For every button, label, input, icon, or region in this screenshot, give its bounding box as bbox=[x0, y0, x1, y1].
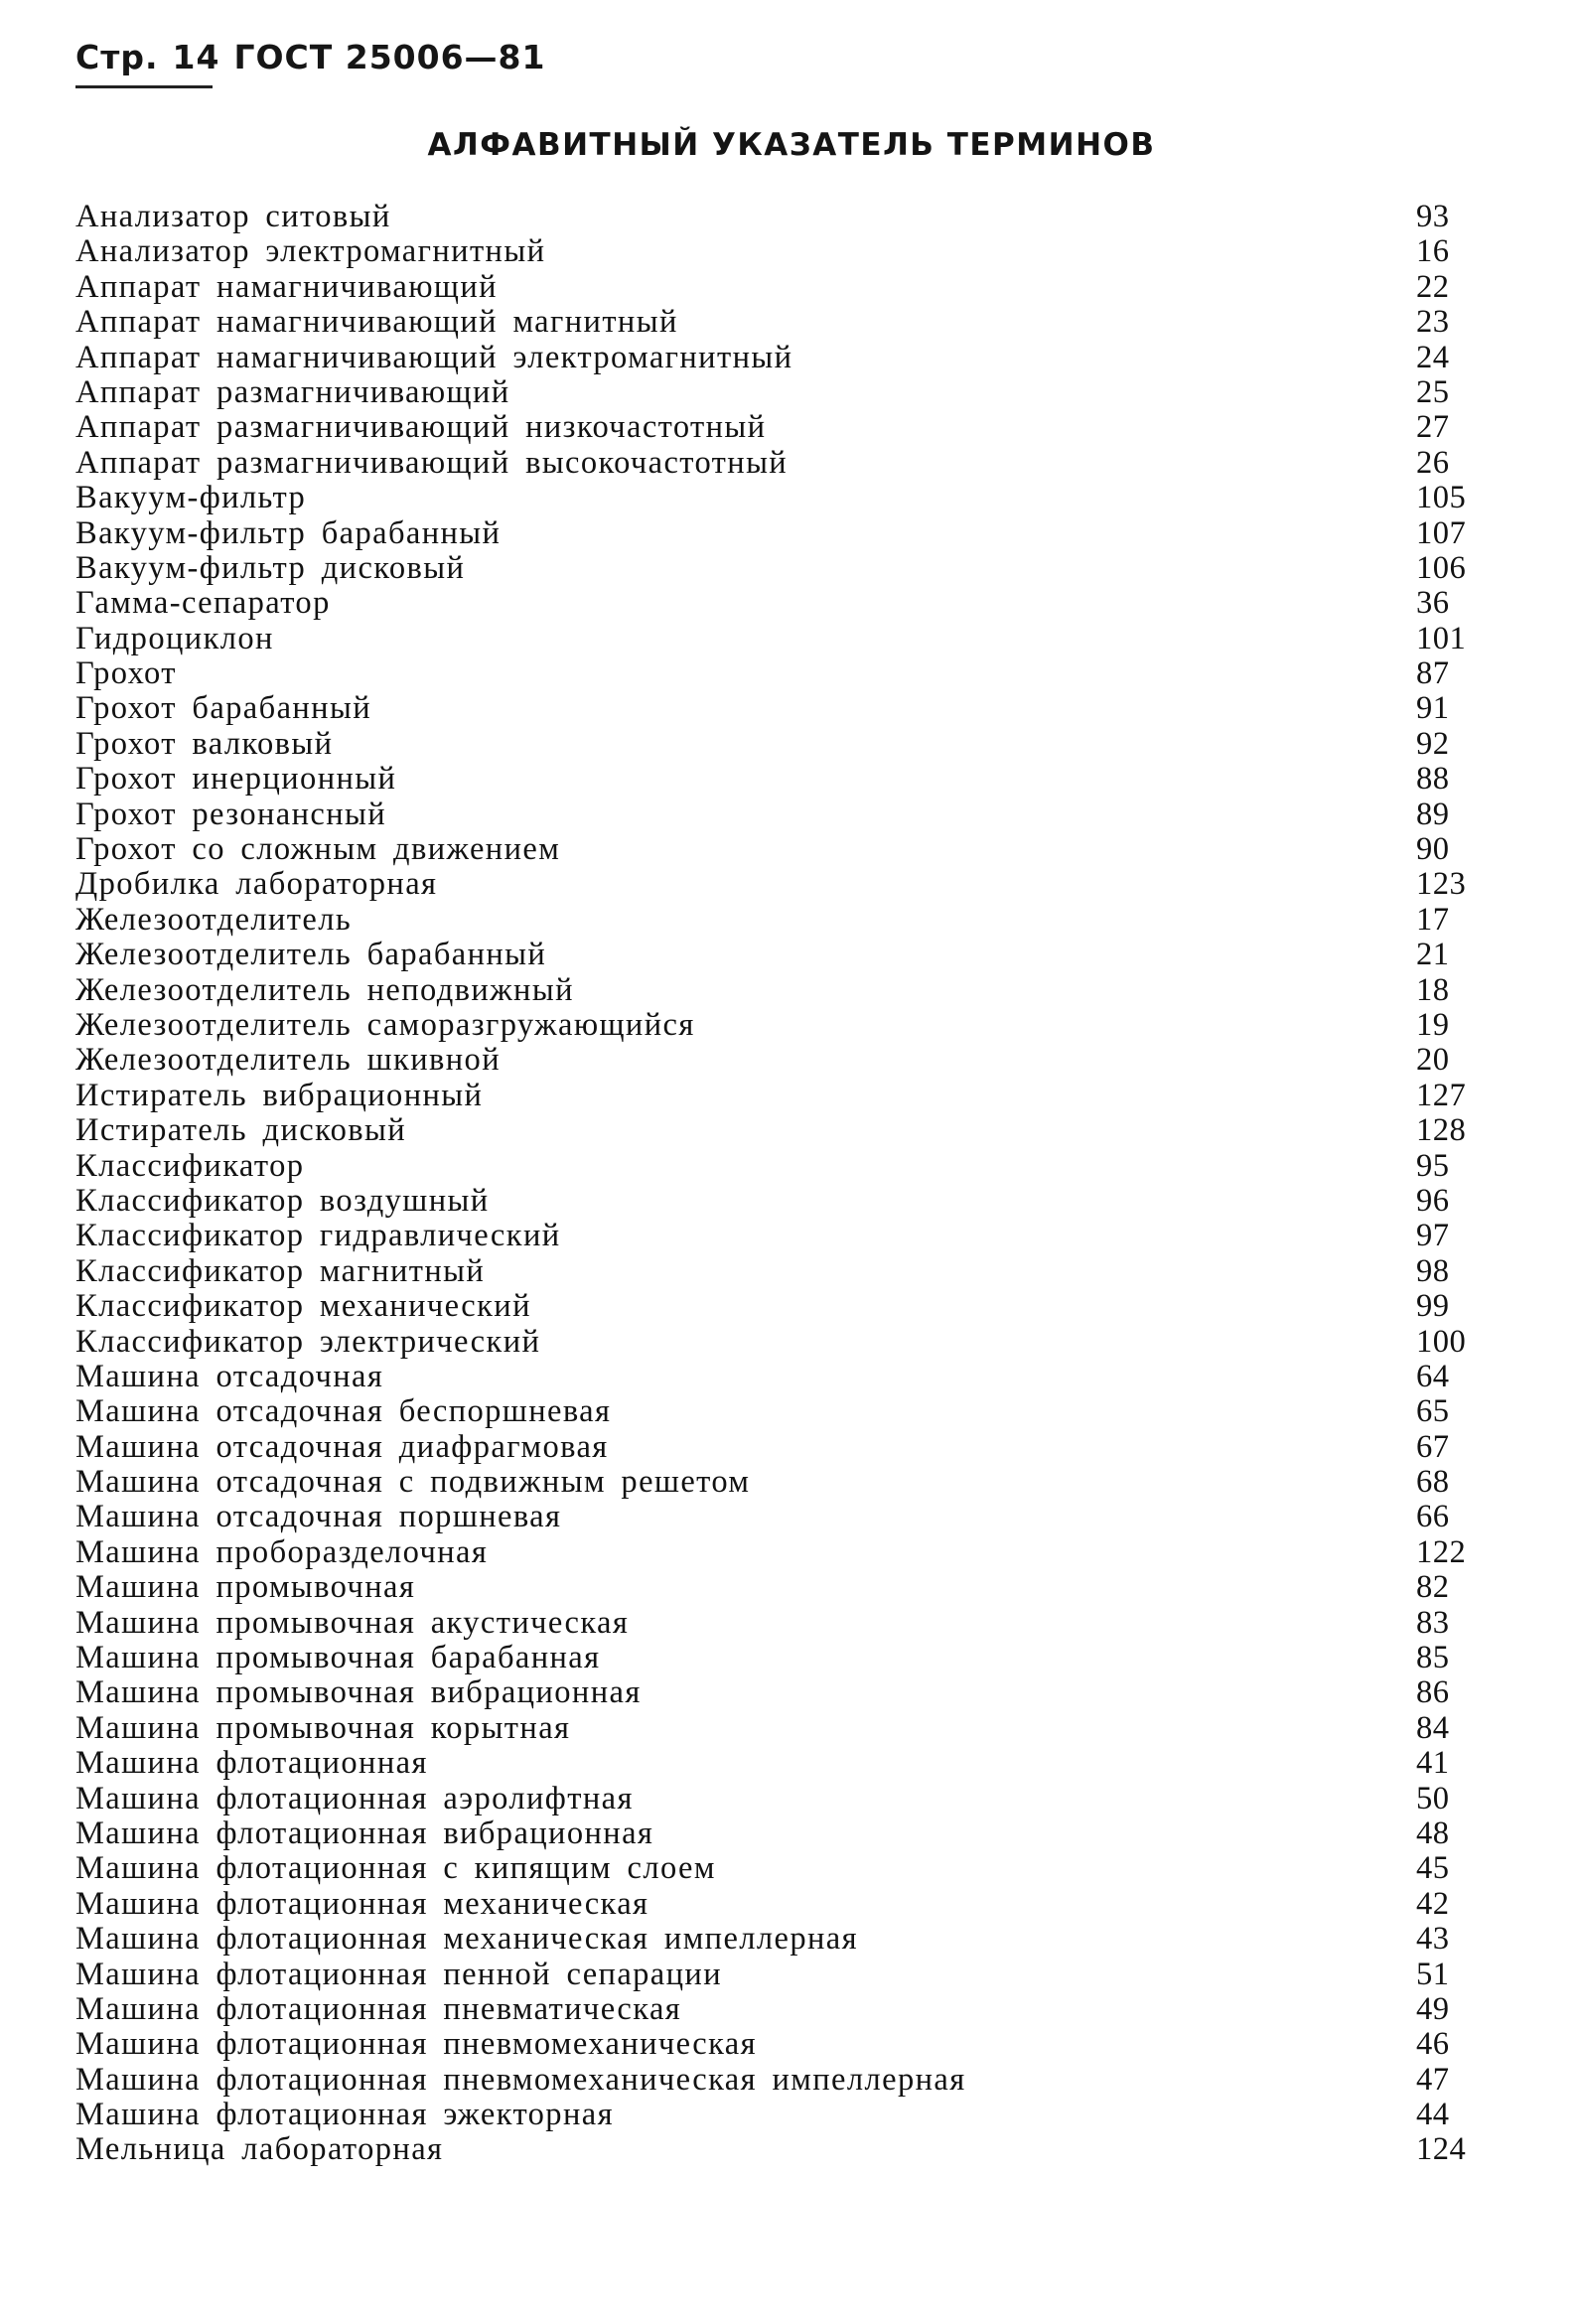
entry-page-number: 26 bbox=[1416, 444, 1450, 481]
entry-term: Машина флотационная аэролифтная bbox=[75, 1780, 634, 1816]
index-entry bbox=[75, 2027, 1486, 2062]
page-label: Стр. bbox=[75, 38, 159, 76]
index-entry bbox=[75, 1184, 1486, 1219]
entry-page-number: 88 bbox=[1416, 761, 1450, 798]
entry-term: Машина флотационная пневматическая bbox=[75, 1990, 682, 2027]
entry-term: Машина промывочная вибрационная bbox=[75, 1674, 642, 1711]
index-entry bbox=[75, 1219, 1486, 1253]
entry-term: Машина флотационная bbox=[75, 1745, 428, 1782]
index-entry bbox=[75, 762, 1486, 797]
index-entry bbox=[75, 1079, 1486, 1113]
entry-page-number: 86 bbox=[1416, 1674, 1450, 1711]
entry-page-number: 44 bbox=[1416, 2097, 1450, 2133]
entry-term: Машина флотационная пневмомеханическая импеллерная bbox=[75, 2061, 966, 2098]
index-entry bbox=[75, 1782, 1486, 1816]
entry-term: Грохот барабанный bbox=[75, 690, 372, 727]
entry-term: Грохот инерционный bbox=[75, 761, 397, 798]
entry-page-number: 67 bbox=[1416, 1428, 1450, 1465]
entry-page-number: 99 bbox=[1416, 1288, 1450, 1325]
entry-page-number: 96 bbox=[1416, 1182, 1450, 1219]
index-entry bbox=[75, 1851, 1486, 1886]
entry-page-number: 105 bbox=[1416, 480, 1467, 516]
entry-page-number: 43 bbox=[1416, 1921, 1450, 1958]
entry-term: Железоотделитель саморазгружающийся bbox=[75, 1006, 695, 1043]
index-entry bbox=[75, 938, 1486, 972]
index-entry bbox=[75, 410, 1486, 445]
standard-designation: ГОСТ 25006—81 bbox=[233, 38, 546, 76]
entry-page-number: 64 bbox=[1416, 1358, 1450, 1394]
entry-term: Классификатор магнитный bbox=[75, 1252, 486, 1289]
entry-page-number: 18 bbox=[1416, 971, 1450, 1008]
index-entry bbox=[75, 551, 1486, 586]
entry-term: Дробилка лабораторная bbox=[75, 866, 438, 903]
entry-page-number: 84 bbox=[1416, 1709, 1450, 1746]
index-entry bbox=[75, 1675, 1486, 1710]
index-entry bbox=[75, 656, 1486, 691]
index-entry bbox=[75, 1465, 1486, 1500]
index-entry bbox=[75, 1711, 1486, 1746]
index-entry bbox=[75, 2098, 1486, 2132]
entry-page-number: 16 bbox=[1416, 233, 1450, 270]
index-entry bbox=[75, 1149, 1486, 1184]
entry-term: Вакуум-фильтр дисковый bbox=[75, 549, 466, 586]
entry-page-number: 21 bbox=[1416, 937, 1450, 973]
entry-term: Машина промывочная корытная bbox=[75, 1709, 571, 1746]
entry-page-number: 46 bbox=[1416, 2026, 1450, 2063]
index-entry bbox=[75, 1746, 1486, 1781]
entry-page-number: 89 bbox=[1416, 796, 1450, 832]
index-entry bbox=[75, 481, 1486, 515]
index-entry bbox=[75, 305, 1486, 340]
entry-page-number: 100 bbox=[1416, 1323, 1467, 1360]
entry-term: Классификатор механический bbox=[75, 1288, 531, 1325]
entry-term: Аппарат намагничивающий bbox=[75, 268, 498, 305]
entry-page-number: 106 bbox=[1416, 549, 1467, 586]
entry-page-number: 36 bbox=[1416, 585, 1450, 622]
entry-term: Машина проборазделочная bbox=[75, 1533, 489, 1570]
index-entry bbox=[75, 1113, 1486, 1148]
index-entry bbox=[75, 516, 1486, 551]
entry-term: Железоотделитель bbox=[75, 901, 353, 938]
entry-term: Грохот валковый bbox=[75, 725, 334, 762]
entry-page-number: 97 bbox=[1416, 1218, 1450, 1254]
entry-term: Машина флотационная пенной сепарации bbox=[75, 1956, 723, 1992]
term-index-list bbox=[75, 200, 1486, 2168]
index-entry bbox=[75, 1394, 1486, 1429]
entry-page-number: 98 bbox=[1416, 1252, 1450, 1289]
entry-page-number: 93 bbox=[1416, 199, 1450, 234]
entry-term: Машина флотационная эжекторная bbox=[75, 2097, 614, 2133]
entry-term: Машина промывочная bbox=[75, 1569, 416, 1606]
entry-term: Грохот со сложным движением bbox=[75, 831, 561, 868]
index-entry bbox=[75, 375, 1486, 410]
index-entry bbox=[75, 1254, 1486, 1289]
entry-page-number: 65 bbox=[1416, 1393, 1450, 1430]
index-entry bbox=[75, 2132, 1486, 2167]
index-entry bbox=[75, 1289, 1486, 1324]
entry-page-number: 85 bbox=[1416, 1640, 1450, 1676]
entry-page-number: 49 bbox=[1416, 1990, 1450, 2027]
entry-term: Гамма-сепаратор bbox=[75, 585, 331, 622]
entry-page-number: 87 bbox=[1416, 655, 1450, 692]
entry-page-number: 90 bbox=[1416, 831, 1450, 868]
index-entry bbox=[75, 1325, 1486, 1360]
entry-page-number: 123 bbox=[1416, 866, 1467, 903]
entry-page-number: 51 bbox=[1416, 1956, 1450, 1992]
entry-term: Классификатор bbox=[75, 1147, 305, 1184]
index-entry bbox=[75, 200, 1486, 234]
entry-page-number: 122 bbox=[1416, 1533, 1467, 1570]
index-entry bbox=[75, 903, 1486, 938]
entry-page-number: 124 bbox=[1416, 2131, 1467, 2168]
entry-term: Машина промывочная акустическая bbox=[75, 1604, 630, 1641]
entry-term: Железоотделитель неподвижный bbox=[75, 971, 574, 1008]
entry-term: Истиратель дисковый bbox=[75, 1112, 407, 1149]
entry-term: Железоотделитель барабанный bbox=[75, 937, 547, 973]
index-entry bbox=[75, 341, 1486, 375]
entry-page-number: 17 bbox=[1416, 901, 1450, 938]
index-entry bbox=[75, 1992, 1486, 2027]
entry-page-number: 68 bbox=[1416, 1464, 1450, 1501]
index-entry bbox=[75, 1958, 1486, 1992]
index-entry bbox=[75, 973, 1486, 1008]
index-entry bbox=[75, 1887, 1486, 1922]
page-number: 14 bbox=[172, 38, 220, 76]
entry-page-number: 83 bbox=[1416, 1604, 1450, 1641]
entry-page-number: 25 bbox=[1416, 373, 1450, 410]
index-entry bbox=[75, 798, 1486, 832]
entry-term: Гидроциклон bbox=[75, 620, 274, 656]
index-entry bbox=[75, 586, 1486, 621]
entry-term: Машина отсадочная диафрагмовая bbox=[75, 1428, 609, 1465]
index-entry bbox=[75, 1043, 1486, 1078]
index-entry bbox=[75, 234, 1486, 269]
index-entry bbox=[75, 446, 1486, 481]
entry-page-number: 24 bbox=[1416, 339, 1450, 375]
entry-term: Анализатор ситовый bbox=[75, 199, 391, 234]
index-entry bbox=[75, 832, 1486, 867]
entry-page-number: 20 bbox=[1416, 1042, 1450, 1079]
entry-term: Аппарат намагничивающий электромагнитный bbox=[75, 339, 793, 375]
index-entry bbox=[75, 1430, 1486, 1465]
entry-page-number: 92 bbox=[1416, 725, 1450, 762]
index-title: АЛФАВИТНЫЙ УКАЗАТЕЛЬ ТЕРМИНОВ bbox=[427, 127, 1156, 163]
index-entry bbox=[75, 1922, 1486, 1957]
entry-page-number: 82 bbox=[1416, 1569, 1450, 1606]
entry-term: Машина флотационная с кипящим слоем bbox=[75, 1850, 716, 1887]
entry-term: Анализатор электромагнитный bbox=[75, 233, 546, 270]
entry-term: Машина флотационная вибрационная bbox=[75, 1815, 654, 1851]
index-entry bbox=[75, 2063, 1486, 2098]
entry-page-number: 66 bbox=[1416, 1499, 1450, 1535]
index-entry bbox=[75, 691, 1486, 726]
index-entry bbox=[75, 1360, 1486, 1394]
index-entry bbox=[75, 1816, 1486, 1851]
page-header bbox=[75, 38, 559, 76]
entry-term: Вакуум-фильтр барабанный bbox=[75, 514, 502, 551]
entry-page-number: 19 bbox=[1416, 1006, 1450, 1043]
entry-term: Машина отсадочная bbox=[75, 1358, 384, 1394]
entry-term: Истиратель вибрационный bbox=[75, 1077, 484, 1113]
header-underline bbox=[75, 85, 213, 88]
entry-term: Грохот bbox=[75, 655, 177, 692]
index-entry bbox=[75, 1500, 1486, 1534]
index-entry bbox=[75, 727, 1486, 762]
entry-term: Машина отсадочная с подвижным решетом bbox=[75, 1464, 751, 1501]
entry-page-number: 95 bbox=[1416, 1147, 1450, 1184]
entry-term: Машина отсадочная беспоршневая bbox=[75, 1393, 612, 1430]
entry-page-number: 45 bbox=[1416, 1850, 1450, 1887]
entry-term: Классификатор воздушный bbox=[75, 1182, 490, 1219]
entry-page-number: 50 bbox=[1416, 1780, 1450, 1816]
entry-page-number: 107 bbox=[1416, 514, 1467, 551]
entry-page-number: 101 bbox=[1416, 620, 1467, 656]
entry-page-number: 91 bbox=[1416, 690, 1450, 727]
entry-term: Классификатор гидравлический bbox=[75, 1218, 561, 1254]
index-entry bbox=[75, 1641, 1486, 1675]
entry-term: Машина флотационная механическая импеллерная bbox=[75, 1921, 858, 1958]
entry-term: Аппарат намагничивающий магнитный bbox=[75, 304, 678, 341]
entry-term: Мельница лабораторная bbox=[75, 2131, 444, 2168]
entry-term: Аппарат размагничивающий низкочастотный bbox=[75, 409, 767, 446]
index-entry bbox=[75, 622, 1486, 656]
index-entry bbox=[75, 1606, 1486, 1641]
entry-page-number: 47 bbox=[1416, 2061, 1450, 2098]
entry-page-number: 27 bbox=[1416, 409, 1450, 446]
entry-page-number: 22 bbox=[1416, 268, 1450, 305]
entry-term: Машина отсадочная поршневая bbox=[75, 1499, 562, 1535]
entry-term: Машина флотационная механическая bbox=[75, 1885, 649, 1922]
entry-page-number: 127 bbox=[1416, 1077, 1467, 1113]
entry-term: Машина промывочная барабанная bbox=[75, 1640, 601, 1676]
entry-term: Аппарат размагничивающий bbox=[75, 373, 510, 410]
entry-page-number: 23 bbox=[1416, 304, 1450, 341]
entry-term: Аппарат размагничивающий высокочастотный bbox=[75, 444, 789, 481]
entry-page-number: 42 bbox=[1416, 1885, 1450, 1922]
entry-page-number: 128 bbox=[1416, 1112, 1467, 1149]
index-entry bbox=[75, 867, 1486, 902]
index-entry bbox=[75, 1008, 1486, 1043]
entry-page-number: 41 bbox=[1416, 1745, 1450, 1782]
index-entry bbox=[75, 1535, 1486, 1570]
entry-term: Вакуум-фильтр bbox=[75, 480, 307, 516]
entry-term: Железоотделитель шкивной bbox=[75, 1042, 501, 1079]
entry-term: Машина флотационная пневмомеханическая bbox=[75, 2026, 757, 2063]
index-entry bbox=[75, 270, 1486, 305]
index-entry bbox=[75, 1570, 1486, 1605]
entry-term: Классификатор электрический bbox=[75, 1323, 541, 1360]
entry-page-number: 48 bbox=[1416, 1815, 1450, 1851]
entry-term: Грохот резонансный bbox=[75, 796, 387, 832]
